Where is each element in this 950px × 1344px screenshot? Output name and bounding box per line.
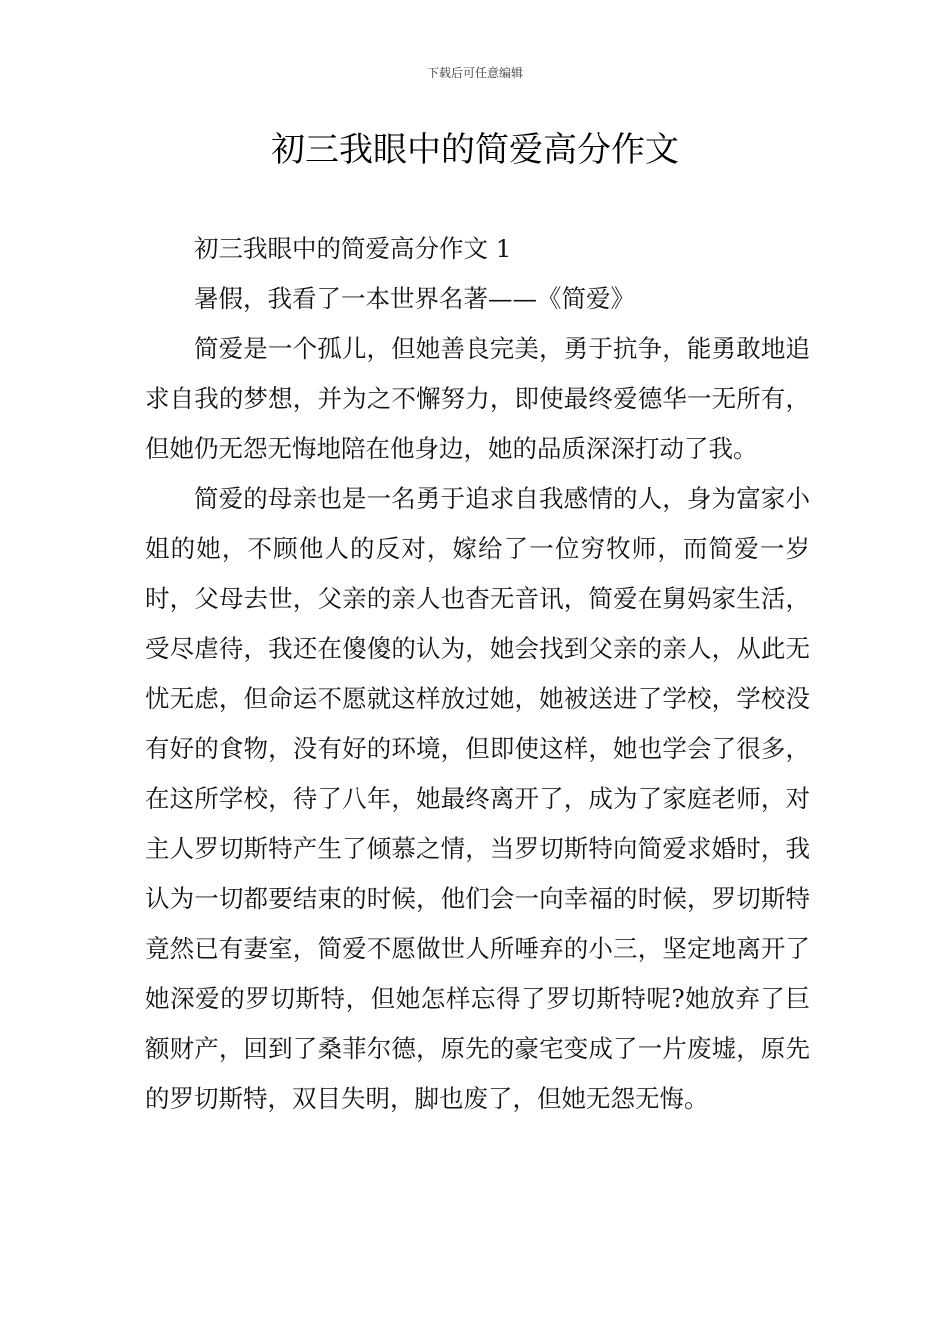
header-note: 下载后可任意编辑 — [426, 66, 523, 80]
paragraph-1: 暑假，我看了一本世界名著——《简爱》 — [194, 284, 635, 313]
document-title: 初三我眼中的简爱高分作文 — [271, 130, 679, 170]
paragraph-2: 简爱是一个孤儿，但她善良完美，勇于抗争，能勇敢地追求自我的梦想，并为之不懈努力，即使最终爱德华一无所有，但她仍无怨无悔地陪在他身边，她的品质深深打动了我。 — [145, 334, 810, 463]
paragraph-3: 简爱的母亲也是一名勇于追求自我感情的人，身为富家小姐的她，不顾他人的反对，嫁给了一位穷牧师，而简爱一岁时，父母去世，父亲的亲人也杳无音讯，简爱在舅妈家生活，受尽虐待，我还在傻傻的认为，她会找到父亲的亲人，从此无忧无虑，但命运不愿就这样放过她，她被送进了学校，学校没有好的食物，没有好的环境，但即使这样，她也学会了很多，在这所学校，待了八年，她最终离开了，成为了家庭老师，对主人罗切斯特产生了倾慕之情，当罗切斯特向简爱求婚时，我认为一切都要结束的时候，他们会一向幸福的时候，罗切斯特竟然已有妻室，简爱不愿做世人所唾弃的小三，坚定地离开了她深爱的罗切斯特，但她怎样忘得了罗切斯特呢?她放弃了巨额财产，回到了桑菲尔德，原先的豪宅变成了一片废墟，原先的罗切斯特，双目失明，脚也废了，但她无怨无悔。 — [145, 484, 810, 1113]
document-body — [145, 224, 810, 1124]
essay-subtitle: 初三我眼中的简爱高分作文 1 — [194, 234, 512, 263]
